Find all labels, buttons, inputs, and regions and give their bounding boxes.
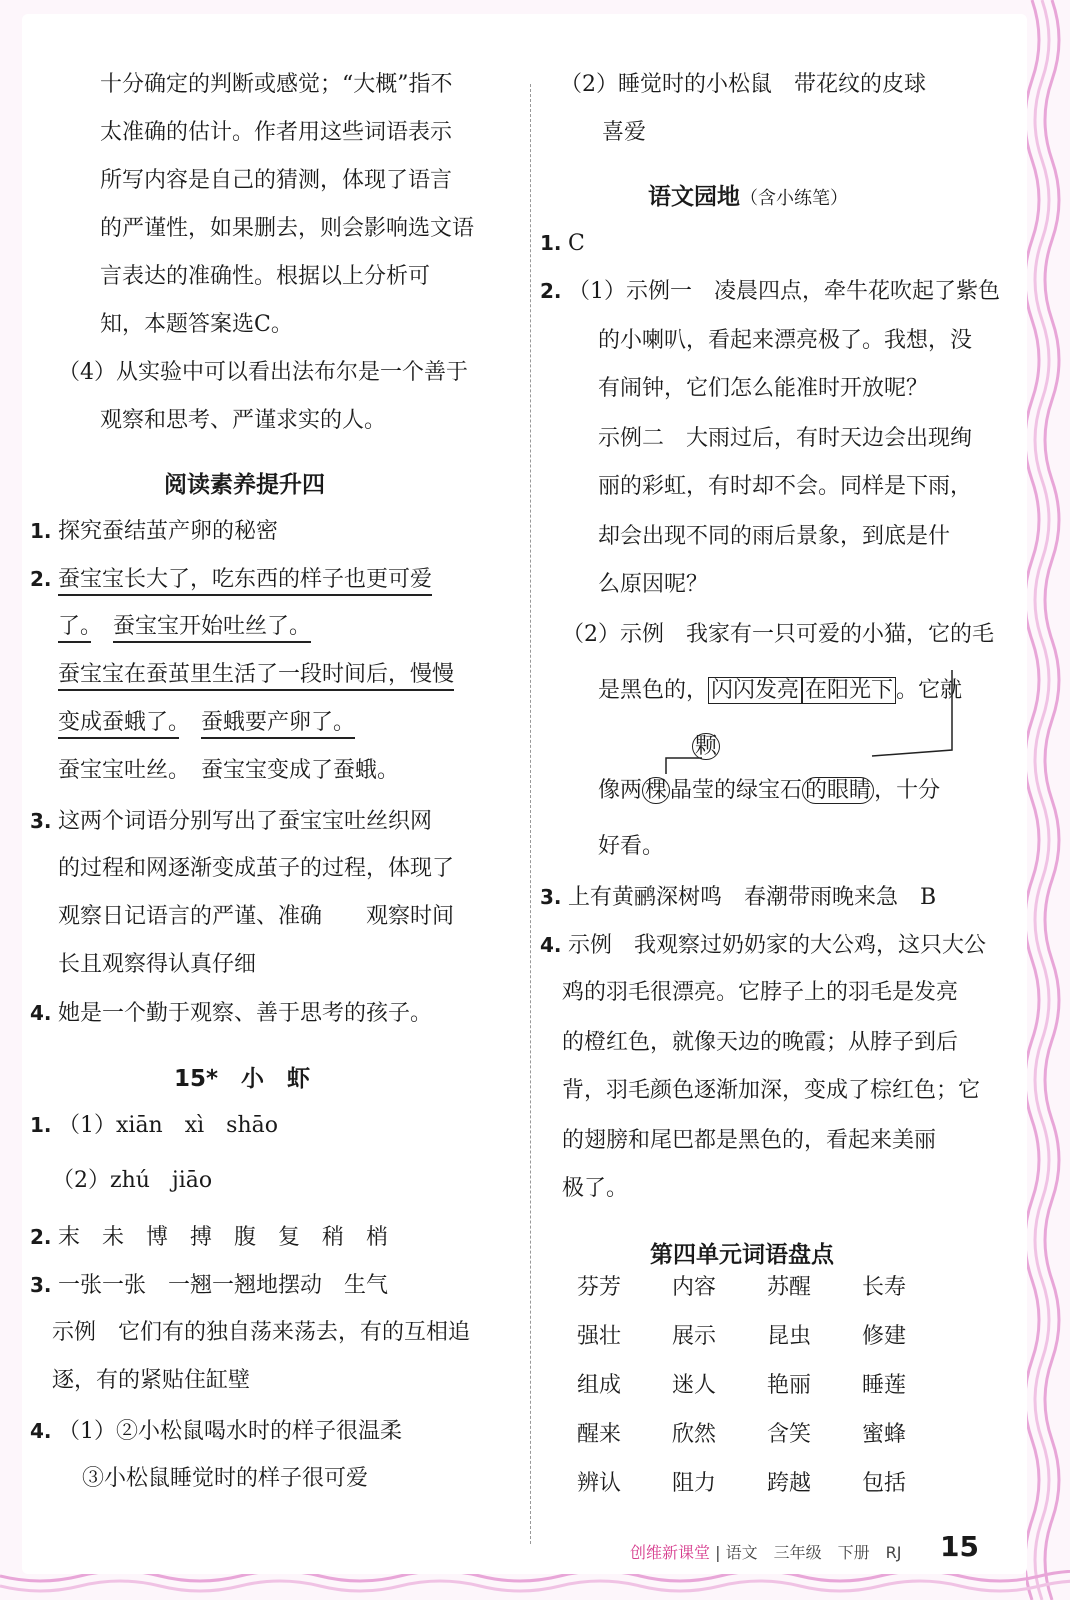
text-line: （2）zhú jiāo xyxy=(52,1168,213,1193)
text-line: 言表达的准确性。根据以上分析可 xyxy=(100,264,431,289)
word-cell: 艳丽 xyxy=(767,1373,812,1398)
answer-item: 4. 示例 我观察过奶奶家的大公鸡，这只大公 xyxy=(540,933,987,958)
text-line: 知，本题答案选C。 xyxy=(100,312,293,337)
answer-item: 3. 上有黄鹂深树鸣 春潮带雨晚来急 B xyxy=(540,885,937,910)
text-line: 蚕宝宝在蚕茧里生活了一段时间后，慢慢 xyxy=(58,660,454,690)
text-line: （4）从实验中可以看出法布尔是一个善于 xyxy=(58,360,468,385)
word-cell: 芬芳 xyxy=(577,1275,622,1300)
answer-item: 1. 探究蚕结茧产卵的秘密 xyxy=(30,519,279,544)
text-line: （2）睡觉时的小松鼠 带花纹的皮球 xyxy=(560,72,926,97)
text-line: ③小松鼠睡觉时的样子很可爱 xyxy=(82,1466,369,1491)
word-cell: 迷人 xyxy=(672,1373,717,1398)
decorative-wave-border-bottom xyxy=(0,1570,1070,1600)
word-cell: 组成 xyxy=(577,1373,622,1398)
section-title: 15* 小 虾 xyxy=(174,1066,311,1092)
word-cell: 内容 xyxy=(672,1275,717,1300)
text-line: 所写内容是自己的猜测，体现了语言 xyxy=(100,168,453,193)
text-line: 么原因呢？ xyxy=(598,572,709,597)
inserted-word: 颗 xyxy=(692,732,720,762)
text-line: 好看。 xyxy=(598,834,665,859)
word-cell: 长寿 xyxy=(862,1275,907,1300)
word-cell: 包括 xyxy=(862,1471,907,1496)
text-line-edited: 像两 棵 晶莹的绿宝石 的眼睛 ，十分 xyxy=(598,778,941,803)
answer-item: 2. 蚕宝宝长大了，吃东西的样子也更可爱 xyxy=(30,564,432,595)
text-line: 变成蚕蛾了。 蚕蛾要产卵了。 xyxy=(58,708,355,738)
text-line: 观察和思考、严谨求实的人。 xyxy=(100,408,387,433)
word-cell: 欣然 xyxy=(672,1422,717,1447)
word-cell: 含笑 xyxy=(767,1422,812,1447)
answer-item: 4. （1）②小松鼠喝水时的样子很温柔 xyxy=(30,1419,402,1444)
answer-item: 1. （1）xiān xì shāo xyxy=(30,1113,278,1138)
word-cell: 醒来 xyxy=(577,1422,622,1447)
text-line: 蚕宝宝吐丝。 蚕宝宝变成了蚕蛾。 xyxy=(58,758,400,783)
word-cell: 展示 xyxy=(672,1324,717,1349)
answer-item: 4. 她是一个勤于观察、善于思考的孩子。 xyxy=(30,1001,433,1026)
answer-item: 3. 这两个词语分别写出了蚕宝宝吐丝织网 xyxy=(30,809,433,834)
section-title: 第四单元词语盘点 xyxy=(650,1242,834,1268)
section-title: 阅读素养提升四 xyxy=(164,472,325,498)
book-info: 语文 三年级 下册 RJ xyxy=(725,1543,902,1562)
word-cell: 跨越 xyxy=(767,1471,812,1496)
word-cell: 苏醒 xyxy=(767,1275,812,1300)
column-divider xyxy=(530,84,531,1544)
text-line: 逐，有的紧贴住缸壁 xyxy=(52,1368,251,1393)
page-number: 15 xyxy=(940,1530,979,1563)
word-cell: 昆虫 xyxy=(767,1324,812,1349)
answer-page xyxy=(22,14,1027,1574)
revision-mark-lines xyxy=(652,670,972,780)
text-line: 极了。 xyxy=(562,1176,629,1201)
page-footer: 创维新课堂 | 语文 三年级 下册 RJ xyxy=(630,1543,902,1562)
text-line: 有闹钟，它们怎么能准时开放呢？ xyxy=(598,376,929,401)
word-cell: 阻力 xyxy=(672,1471,717,1496)
text-line: 长且观察得认真仔细 xyxy=(58,952,257,977)
text-line-edited: 是黑色的， 闪闪发亮 在阳光下 。它就 xyxy=(598,678,963,703)
text-line: 观察日记语言的严谨、准确 观察时间 xyxy=(58,904,455,929)
text-line: 的严谨性，如果删去，则会影响选文语 xyxy=(100,216,475,241)
word-cell: 蜜蜂 xyxy=(862,1422,907,1447)
text-line: 示例二 大雨过后，有时天边会出现绚 xyxy=(598,426,973,451)
text-line: 太准确的估计。作者用这些词语表示 xyxy=(100,120,453,145)
word-cell: 辨认 xyxy=(577,1471,622,1496)
text-line: 却会出现不同的雨后景象，到底是什 xyxy=(598,524,951,549)
answer-item: 3. 一张一张 一翘一翘地摆动 生气 xyxy=(30,1273,389,1298)
text-line: 的小喇叭，看起来漂亮极了。我想，没 xyxy=(598,328,973,353)
section-title: 语文园地（含小练笔） xyxy=(648,184,848,210)
text-line: （2）示例 我家有一只可爱的小猫，它的毛 xyxy=(562,622,994,647)
word-cell: 强壮 xyxy=(577,1324,622,1349)
brand-name: 创维新课堂 xyxy=(630,1543,711,1562)
text-line: 十分确定的判断或感觉；“大概”指不 xyxy=(100,72,453,97)
text-line: 丽的彩虹，有时却不会。同样是下雨， xyxy=(598,474,973,499)
text-line: 喜爱 xyxy=(602,120,647,145)
answer-item: 1. C xyxy=(540,231,585,256)
text-line: 示例 它们有的独自荡来荡去，有的互相追 xyxy=(52,1320,471,1345)
text-line: 鸡的羽毛很漂亮。它脖子上的羽毛是发亮 xyxy=(562,980,959,1005)
text-line: 的过程和网逐渐变成茧子的过程，体现了 xyxy=(58,856,455,881)
word-cell: 睡莲 xyxy=(862,1373,907,1398)
answer-item: 2. 末 未 博 搏 腹 复 稍 梢 xyxy=(30,1225,389,1250)
decorative-wave-border-right xyxy=(1026,0,1070,1600)
text-line: 背，羽毛颜色逐渐加深，变成了棕红色；它 xyxy=(562,1078,981,1103)
answer-item: 2. （1）示例一 凌晨四点，牵牛花吹起了紫色 xyxy=(540,279,1000,304)
text-line: 的橙红色，就像天边的晚霞；从脖子到后 xyxy=(562,1030,959,1055)
text-line: 的翅膀和尾巴都是黑色的，看起来美丽 xyxy=(562,1128,937,1153)
word-cell: 修建 xyxy=(862,1324,907,1349)
text-line: 了。 蚕宝宝开始吐丝了。 xyxy=(58,612,311,642)
